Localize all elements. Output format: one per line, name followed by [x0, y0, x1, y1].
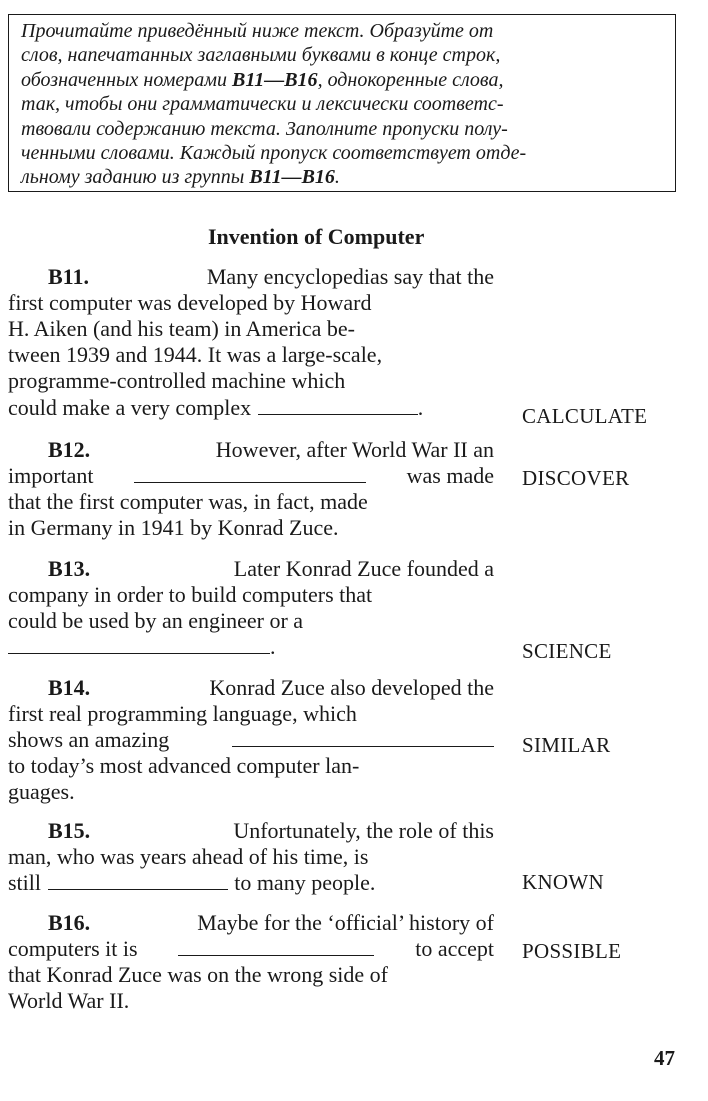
instructions-line: обозначенных номерами B11—B16, однокоренные слова, — [21, 68, 504, 91]
keyword-similar: SIMILAR — [522, 733, 611, 757]
keyword-discover: DISCOVER — [522, 466, 630, 490]
instructions-line: слов, напечатанных заглавными буквами в конце строк, — [21, 44, 501, 67]
text-line: B14. Konrad Zuce also developed the — [48, 675, 494, 700]
text-line: tween 1939 and 1944. It was a large-scale, — [8, 342, 383, 367]
text-line: H. Aiken (and his team) in America be- — [8, 316, 356, 341]
text-line: B12. However, after World War II an — [48, 437, 494, 462]
keyword-science: SCIENCE — [522, 639, 612, 663]
keyword-known: KNOWN — [522, 870, 604, 894]
text-line: that the first computer was, in fact, made — [8, 489, 368, 514]
instructions-line: твовали содержанию текста. Заполните пропуски полу- — [21, 117, 508, 140]
text-line: important was made — [8, 463, 494, 488]
text-line: to today’s most advanced computer lan- — [8, 753, 360, 778]
text-line: could make a very complex . — [8, 395, 424, 420]
answer-blank[interactable] — [258, 396, 418, 415]
answer-blank[interactable] — [232, 728, 494, 747]
page-title: Invention of Computer — [208, 224, 425, 249]
task-number: B11. — [48, 264, 89, 289]
text-line: that Konrad Zuce was on the wrong side of — [8, 962, 389, 987]
text-line: could be used by an engineer or a — [8, 608, 304, 633]
instructions-line: льному заданию из группы B11—B16. — [21, 166, 340, 189]
task-number: B16. — [48, 910, 91, 935]
text-line: first computer was developed by Howard — [8, 290, 372, 315]
answer-blank[interactable] — [48, 871, 228, 890]
text-line: B13. Later Konrad Zuce founded a — [48, 556, 494, 581]
keyword-calculate: CALCULATE — [522, 404, 648, 428]
text-line: . — [8, 634, 494, 660]
instructions-line: ченными словами. Каждый пропуск соответствует отде- — [21, 142, 527, 165]
instructions-box — [8, 14, 676, 192]
text-line: computers it is to accept — [8, 936, 494, 961]
page-number: 47 — [654, 1046, 675, 1070]
answer-blank[interactable] — [178, 937, 374, 956]
text-line: company in order to build computers that — [8, 582, 373, 607]
answer-blank[interactable] — [8, 635, 270, 654]
task-number: B15. — [48, 818, 91, 843]
text-line: man, who was years ahead of his time, is — [8, 844, 369, 869]
text-line: in Germany in 1941 by Konrad Zuce. — [8, 515, 339, 540]
text-line: shows an amazing — [8, 727, 494, 753]
text-line: B15. Unfortunately, the role of this — [48, 818, 494, 843]
text-line: first real programming language, which — [8, 701, 357, 726]
instructions-line: Прочитайте приведённый ниже текст. Образуйте от — [21, 20, 494, 42]
answer-blank[interactable] — [134, 464, 366, 483]
text-line: programme-controlled machine which — [8, 368, 346, 393]
text-line: guages. — [8, 779, 75, 804]
text-line: still to many people. — [8, 870, 376, 895]
keyword-possible: POSSIBLE — [522, 939, 622, 963]
task-number: B14. — [48, 675, 91, 700]
text-line: B11. Many encyclopedias say that the — [48, 264, 494, 289]
instructions-line: так, чтобы они грамматически и лексически соответс- — [21, 93, 504, 116]
text-line: B16. Maybe for the ‘official’ history of — [48, 910, 494, 935]
text-line: World War II. — [8, 988, 130, 1013]
task-number: B12. — [48, 437, 91, 462]
task-number: B13. — [48, 556, 91, 581]
